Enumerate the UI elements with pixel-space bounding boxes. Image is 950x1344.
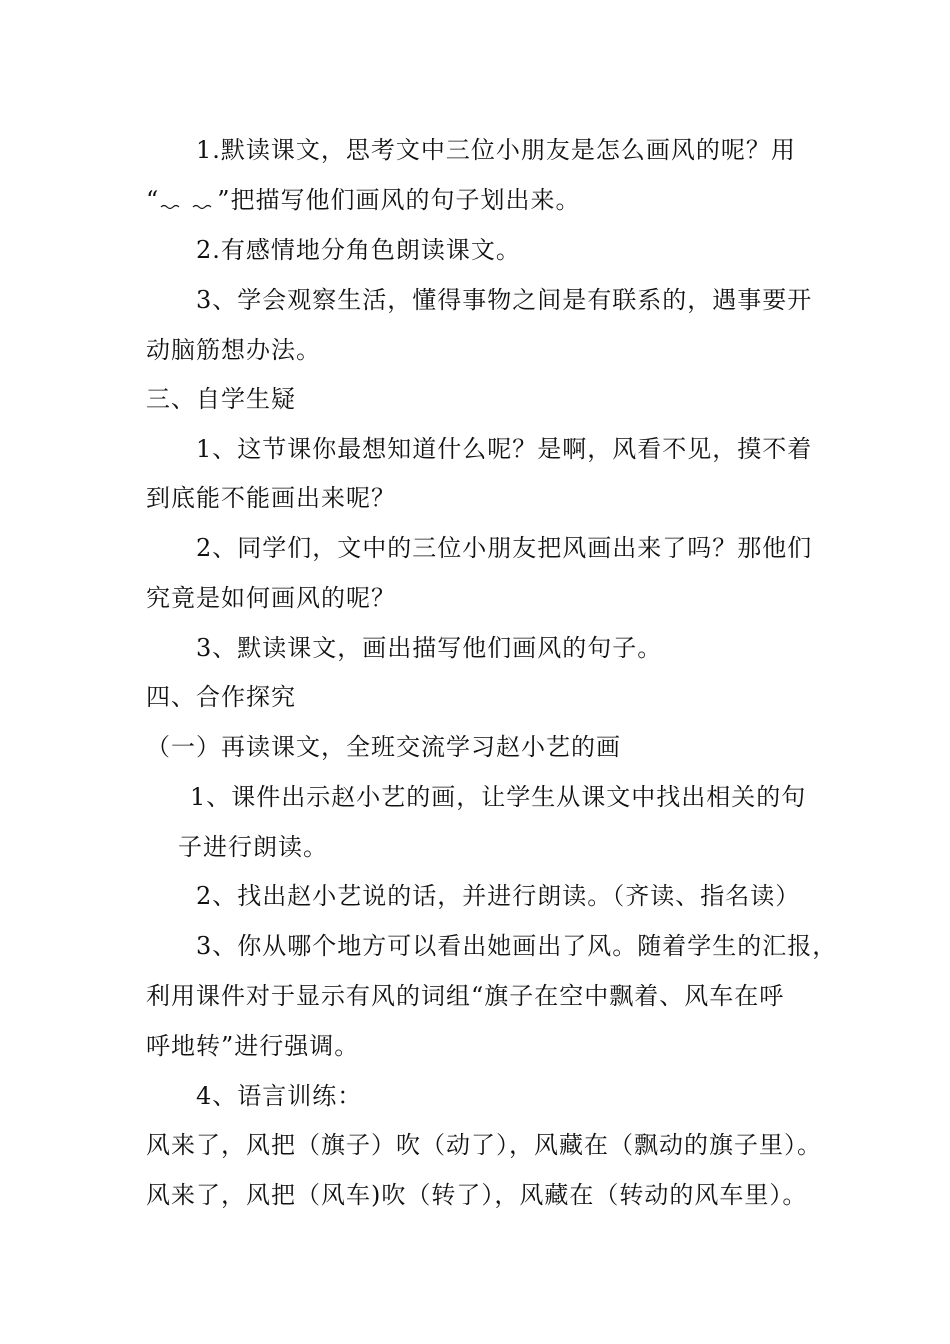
step-4: 4、语言训练： xyxy=(196,1082,363,1110)
step-3-line-3: 呼地转”进行强调。 xyxy=(146,1032,360,1060)
question-3: 3、默读课文，画出描写他们画风的句子。 xyxy=(196,634,663,662)
wavy-underline-mark xyxy=(159,196,217,210)
paragraph-3-line-1: 3、学会观察生活，懂得事物之间是有联系的，遇事要开 xyxy=(196,286,813,314)
subsection-heading-1: （一）再读课文，全班交流学习赵小艺的画 xyxy=(146,733,621,761)
step-3-line-1: 3、你从哪个地方可以看出她画出了风。随着学生的汇报， xyxy=(196,932,838,960)
step-3-line-2: 利用课件对于显示有风的词组“旗子在空中飘着、风车在呼 xyxy=(146,982,785,1010)
paragraph-1-line-1: 1.默读课文，思考文中三位小朋友是怎么画风的呢？用 xyxy=(196,136,796,164)
exercise-sentence-2: 风来了，风把（风车)吹（转了），风藏在（转动的风车里）。 xyxy=(146,1181,808,1209)
step-1-line-1: 1、课件出示赵小艺的画，让学生从课文中找出相关的句 xyxy=(190,783,807,811)
paragraph-3-line-2: 动脑筋想办法。 xyxy=(146,336,321,364)
exercise-sentence-1: 风来了，风把（旗子）吹（动了），风藏在（飘动的旗子里）。 xyxy=(146,1131,822,1159)
paragraph-2: 2.有感情地分角色朗读课文。 xyxy=(196,236,521,264)
step-2: 2、找出赵小艺说的话，并进行朗读。（齐读、指名读） xyxy=(196,882,801,910)
section-heading-3: 三、自学生疑 xyxy=(146,385,296,413)
open-quote: “ xyxy=(146,186,160,214)
question-1-line-2: 到底能不能画出来呢？ xyxy=(146,484,396,512)
question-2-line-1: 2、同学们，文中的三位小朋友把风画出来了吗？那他们 xyxy=(196,534,813,562)
question-2-line-2: 究竟是如何画风的呢？ xyxy=(146,584,396,612)
question-1-line-1: 1、这节课你最想知道什么呢？是啊，风看不见，摸不着 xyxy=(196,435,813,463)
step-1-line-2: 子进行朗读。 xyxy=(178,833,328,861)
paragraph-1-line-2 xyxy=(146,184,581,216)
close-quote-text: ”把描写他们画风的句子划出来。 xyxy=(217,186,581,214)
section-heading-4: 四、合作探究 xyxy=(146,683,296,711)
